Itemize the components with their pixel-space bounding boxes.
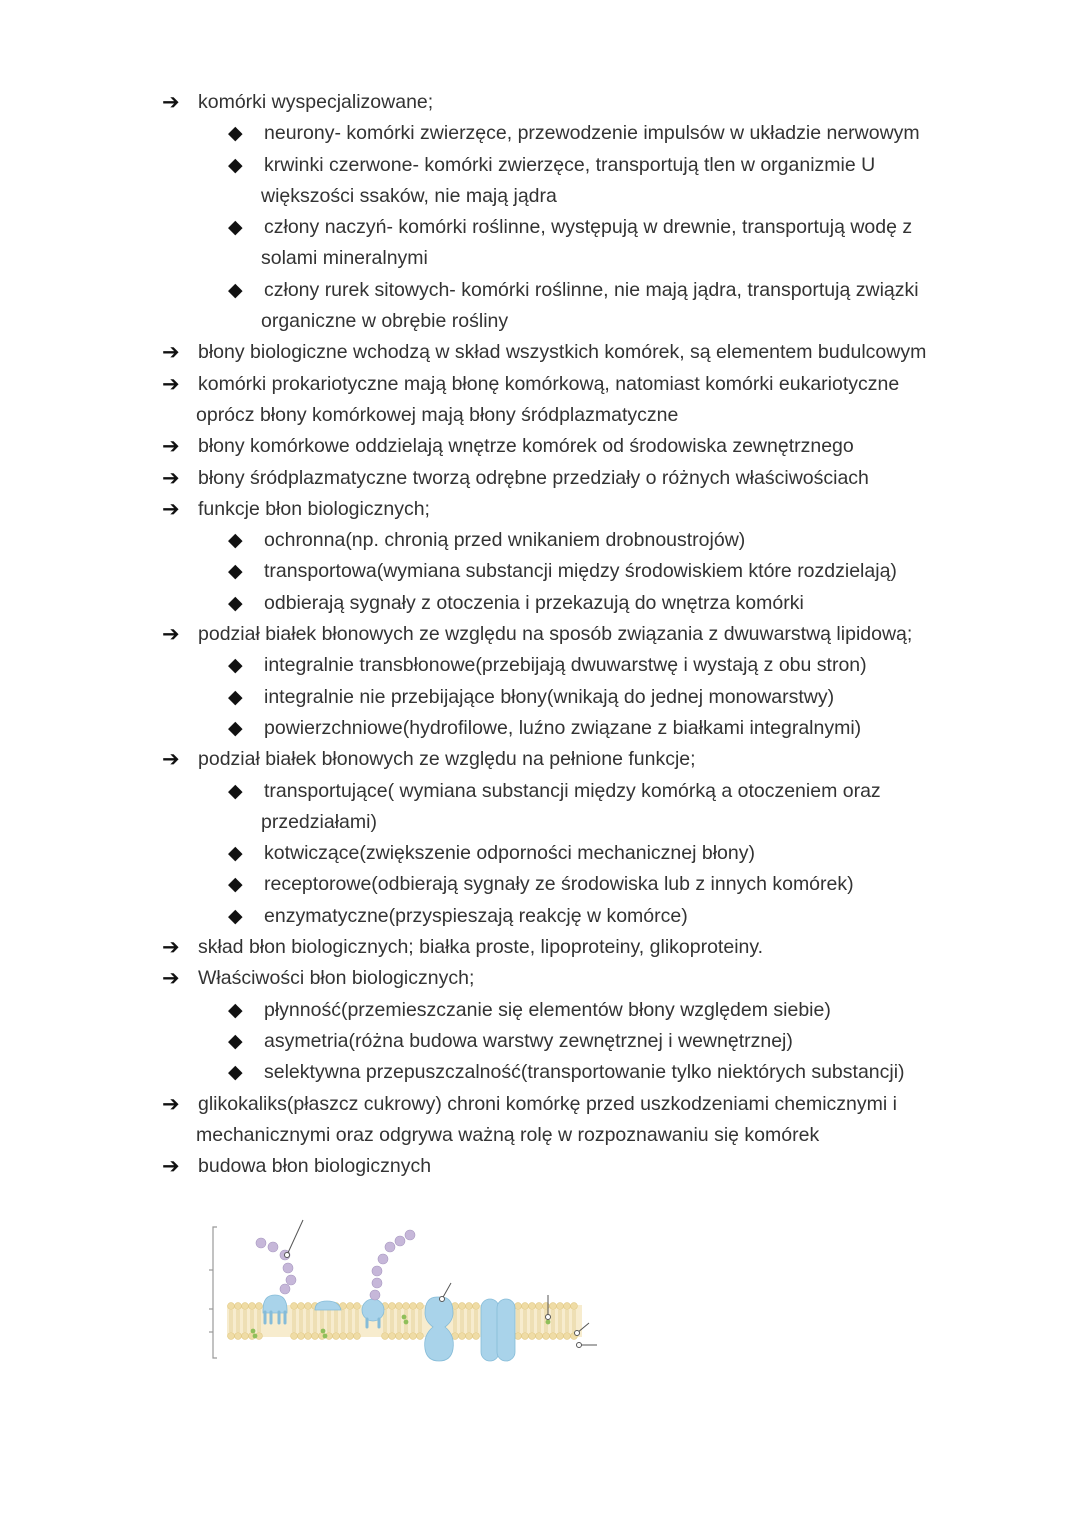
list-item xyxy=(0,150,1080,181)
list-item-text: mechanicznymi oraz odgrywa ważną rolę w rozpoznawaniu się komórek xyxy=(196,1123,820,1146)
list-item-text: neurony- komórki zwierzęce, przewodzenie impulsów w układzie nerwowym xyxy=(264,122,920,145)
list-item xyxy=(0,494,1080,525)
arrow-bullet-icon: ➔ xyxy=(162,936,180,960)
list-item xyxy=(0,869,1080,900)
list-item xyxy=(0,963,1080,994)
list-item xyxy=(0,1151,1080,1182)
integral-protein xyxy=(425,1283,454,1361)
diamond-bullet-icon: ◆ xyxy=(228,686,243,708)
list-item xyxy=(0,118,1080,149)
list-item-text: błony komórkowe oddzielają wnętrze komórek od środowiska zewnętrznego xyxy=(198,435,854,458)
list-item-text: receptorowe(odbierają sygnały ze środowiska lub z innych komórek) xyxy=(264,873,854,896)
diamond-bullet-icon: ◆ xyxy=(228,217,243,239)
arrow-bullet-icon: ➔ xyxy=(162,372,180,396)
list-item xyxy=(0,776,1080,807)
list-item xyxy=(0,87,1080,118)
list-item-text: komórki prokariotyczne mają błonę komórkową, natomiast komórki eukariotyczne xyxy=(198,372,900,395)
diamond-bullet-icon: ◆ xyxy=(228,530,243,552)
list-item xyxy=(0,1089,1080,1120)
list-item xyxy=(0,650,1080,681)
list-item-continuation xyxy=(0,243,1080,274)
list-item-continuation xyxy=(0,1120,1080,1151)
membrane-structure-diagram xyxy=(205,1215,605,1370)
list-item-text: transportujące( wymiana substancji między komórką a otoczeniem oraz xyxy=(264,779,881,802)
diamond-bullet-icon: ◆ xyxy=(228,1030,243,1052)
list-item-continuation xyxy=(0,400,1080,431)
list-item-text: Właściwości błon biologicznych; xyxy=(198,967,475,990)
list-item-text: krwinki czerwone- komórki zwierzęce, transportują tlen w organizmie U xyxy=(264,153,876,176)
arrow-bullet-icon: ➔ xyxy=(162,341,180,365)
list-item xyxy=(0,838,1080,869)
list-item-text: enzymatyczne(przyspieszają reakcję w komórce) xyxy=(264,904,688,927)
list-item-text: podział białek błonowych ze względu na sposób związania z dwuwarstwą lipidową; xyxy=(198,623,913,646)
list-item-text: odbierają sygnały z otoczenia i przekazują do wnętrza komórki xyxy=(264,591,804,614)
list-item-continuation xyxy=(0,807,1080,838)
list-item xyxy=(0,713,1080,744)
list-item xyxy=(0,525,1080,556)
list-item xyxy=(0,212,1080,243)
diamond-bullet-icon: ◆ xyxy=(228,999,243,1021)
diamond-bullet-icon: ◆ xyxy=(228,561,243,583)
list-item xyxy=(0,1026,1080,1057)
list-item xyxy=(0,275,1080,306)
diamond-bullet-icon: ◆ xyxy=(228,154,243,176)
list-item xyxy=(0,682,1080,713)
list-item-text: integralnie transbłonowe(przebijają dwuwarstwę i wystają z obu stron) xyxy=(264,654,867,677)
list-item-text: błony biologiczne wchodzą w skład wszystkich komórek, są elementem budulcowym xyxy=(198,341,927,364)
list-item-continuation xyxy=(0,306,1080,337)
arrow-bullet-icon: ➔ xyxy=(162,623,180,647)
peripheral-protein xyxy=(315,1301,341,1310)
list-item-text: budowa błon biologicznych xyxy=(198,1155,432,1178)
list-item-text: większości ssaków, nie mają jądra xyxy=(261,184,557,207)
diamond-bullet-icon: ◆ xyxy=(228,123,243,145)
list-item xyxy=(0,1057,1080,1088)
list-item xyxy=(0,619,1080,650)
list-item-text: solami mineralnymi xyxy=(261,247,428,270)
diamond-bullet-icon: ◆ xyxy=(228,874,243,896)
list-item-text: ochronna(np. chronią przed wnikaniem drobnoustrojów) xyxy=(264,529,746,552)
list-item xyxy=(0,431,1080,462)
list-item-text: skład błon biologicznych; białka proste, lipoproteiny, glikoproteiny. xyxy=(198,936,764,959)
arrow-bullet-icon: ➔ xyxy=(162,1155,180,1179)
list-item-text: powierzchniowe(hydrofilowe, luźno związane z białkami integralnymi) xyxy=(264,716,862,739)
layer-bracket xyxy=(209,1227,217,1358)
list-item-text: kotwiczące(zwiększenie odporności mechanicznej błony) xyxy=(264,842,755,865)
list-item xyxy=(0,932,1080,963)
arrow-bullet-icon: ➔ xyxy=(162,91,180,114)
list-item-text: integralnie nie przebijające błony(wnikają do jednej monowarstwy) xyxy=(264,685,835,708)
list-item xyxy=(0,588,1080,619)
diamond-bullet-icon: ◆ xyxy=(228,905,243,927)
arrow-bullet-icon: ➔ xyxy=(162,967,180,991)
list-item-text: człony rurek sitowych- komórki roślinne, nie mają jądra, transportują związki xyxy=(264,278,919,301)
list-item-text: płynność(przemieszczanie się elementów błony względem siebie) xyxy=(264,998,831,1021)
list-item-text: oprócz błony komórkowej mają błony śródplazmatyczne xyxy=(196,403,679,426)
diamond-bullet-icon: ◆ xyxy=(228,843,243,865)
list-item-text: selektywna przepuszczalność(transportowanie tylko niektórych substancji) xyxy=(264,1061,905,1084)
list-item-text: przedziałami) xyxy=(261,810,377,833)
channel-protein xyxy=(481,1299,515,1361)
list-item xyxy=(0,337,1080,368)
arrow-bullet-icon: ➔ xyxy=(162,1092,180,1116)
list-item-text: błony śródplazmatyczne tworzą odrębne przedziały o różnych właściwościach xyxy=(198,466,869,489)
diamond-bullet-icon: ◆ xyxy=(228,592,243,614)
diamond-bullet-icon: ◆ xyxy=(228,717,243,739)
document-body xyxy=(0,87,1080,1182)
list-item-continuation xyxy=(0,181,1080,212)
list-item-text: człony naczyń- komórki roślinne, występują w drewnie, transportują wodę z xyxy=(264,216,913,239)
list-item-text: organiczne w obrębie rośliny xyxy=(261,310,509,333)
list-item xyxy=(0,995,1080,1026)
list-item-text: funkcje błon biologicznych; xyxy=(198,497,430,520)
arrow-bullet-icon: ➔ xyxy=(162,466,180,490)
list-item xyxy=(0,744,1080,775)
arrow-bullet-icon: ➔ xyxy=(162,435,180,459)
list-item-text: komórki wyspecjalizowane; xyxy=(198,91,434,113)
diamond-bullet-icon: ◆ xyxy=(228,655,243,677)
diamond-bullet-icon: ◆ xyxy=(228,1062,243,1084)
list-item-text: asymetria(różna budowa warstwy zewnętrznej i wewnętrznej) xyxy=(264,1029,793,1052)
arrow-bullet-icon: ➔ xyxy=(162,497,180,521)
arrow-bullet-icon: ➔ xyxy=(162,748,180,772)
list-item xyxy=(0,556,1080,587)
list-item xyxy=(0,463,1080,494)
list-item xyxy=(0,369,1080,400)
list-item-text: podział białek błonowych ze względu na pełnione funkcje; xyxy=(198,748,696,771)
diamond-bullet-icon: ◆ xyxy=(228,279,243,301)
list-item-text: glikokaliks(płaszcz cukrowy) chroni komórkę przed uszkodzeniami chemicznymi i xyxy=(198,1092,897,1115)
list-item-text: transportowa(wymiana substancji między środowiskiem które rozdzielają) xyxy=(264,560,897,583)
diamond-bullet-icon: ◆ xyxy=(228,780,243,802)
list-item xyxy=(0,901,1080,932)
